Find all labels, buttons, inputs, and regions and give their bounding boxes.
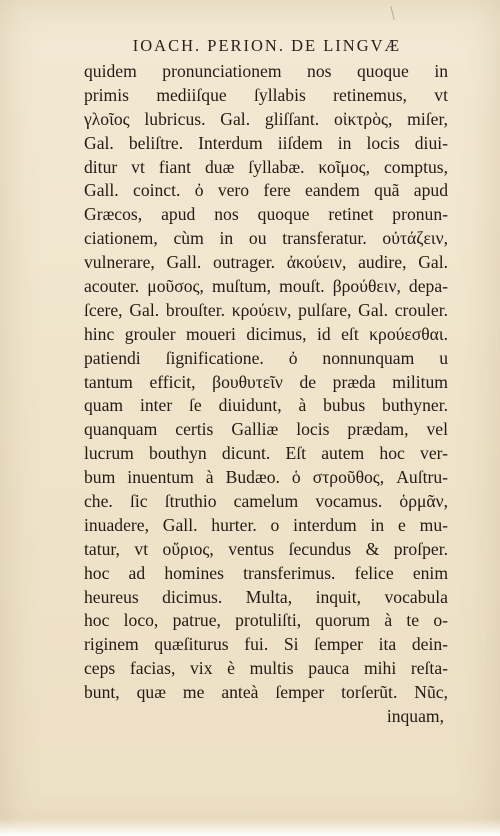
text-line: tantum efficit, βουθυτεῖν de præda militum [84, 371, 448, 392]
text-line: riginem quæſiturus fui. Si ſemper ita dein- [84, 634, 448, 655]
text-line: tatur, vt οὔριος, ventus ſecundus & proſper. [84, 538, 448, 559]
text-line: hinc grouler moueri dicimus, id eſt κρούεσθαι. [84, 323, 448, 344]
text-line: γλοῖος lubricus. Gal. gliſſant. οἰκτρὸς, miſer, [84, 108, 448, 129]
text-line: ceps facias, vix è multis pauca mihi reſta- [84, 658, 448, 679]
text-line: heureus dicimus. Multa, inquit, vocabula [84, 586, 448, 607]
text-line: quidem pronunciationem nos quoque in [84, 61, 448, 81]
text-line: hoc ad homines transferimus. felice enim [84, 562, 448, 583]
text-line: vulnerare, Gall. outrager. ἀκούειν, audire, Gal. [84, 252, 448, 273]
text-line: bunt, quæ me anteà ſemper torſerũt. Nũc, [84, 682, 448, 703]
text-line: acouter. μοῦσος, muſtum, mouſt. βρούθειν, depa- [84, 276, 448, 297]
text-line: Gall. coinct. ὀ vero fere eandem quã apud [84, 180, 448, 201]
text-line: lucrum bouthyn dicunt. Eſt autem hoc ver- [84, 443, 448, 464]
paper-mark [390, 6, 394, 20]
text-line: bum inuentum à Budæo. ὁ στροῦθος, Auſtru- [84, 467, 448, 488]
text-line: che. ſic ſtruthio camelum vocamus. ὁρμᾶν, [84, 491, 448, 512]
text-line: Gal. beliſtre. Interdum iiſdem in locis diui- [84, 132, 448, 153]
text-line: quam inter ſe diuidunt, à bubus buthyner. [84, 395, 448, 416]
text-line: patiendi ſignificatione. ὀ nonnunquam u [84, 347, 448, 368]
text-line: primis mediiſque ſyllabis retinemus, vt [84, 84, 448, 105]
text-line: Græcos, apud nos quoque retinet pronun- [84, 204, 448, 225]
text-line: inuadere, Gall. hurter. o interdum in e mu- [84, 514, 448, 535]
text-line: ſcere, Gal. brouſter. κρούειν, pulſare, Gal. crouler. [84, 299, 448, 320]
text-line: ditur vt fiant duæ ſyllabæ. κοῖμος, comptus, [84, 156, 448, 177]
running-head: IOACH. PERION. DE LINGVÆ [132, 36, 402, 55]
text-line: ciationem, cùm in ou transferatur. οὐτάζειν, [84, 228, 448, 249]
text-block [84, 60, 448, 729]
text-line: hoc loco, patrue, protuliſti, quorum à te o- [84, 610, 448, 631]
text-line: quanquam certis Galliæ locis prædam, vel [84, 419, 448, 440]
catchword: inquam, [386, 706, 444, 727]
